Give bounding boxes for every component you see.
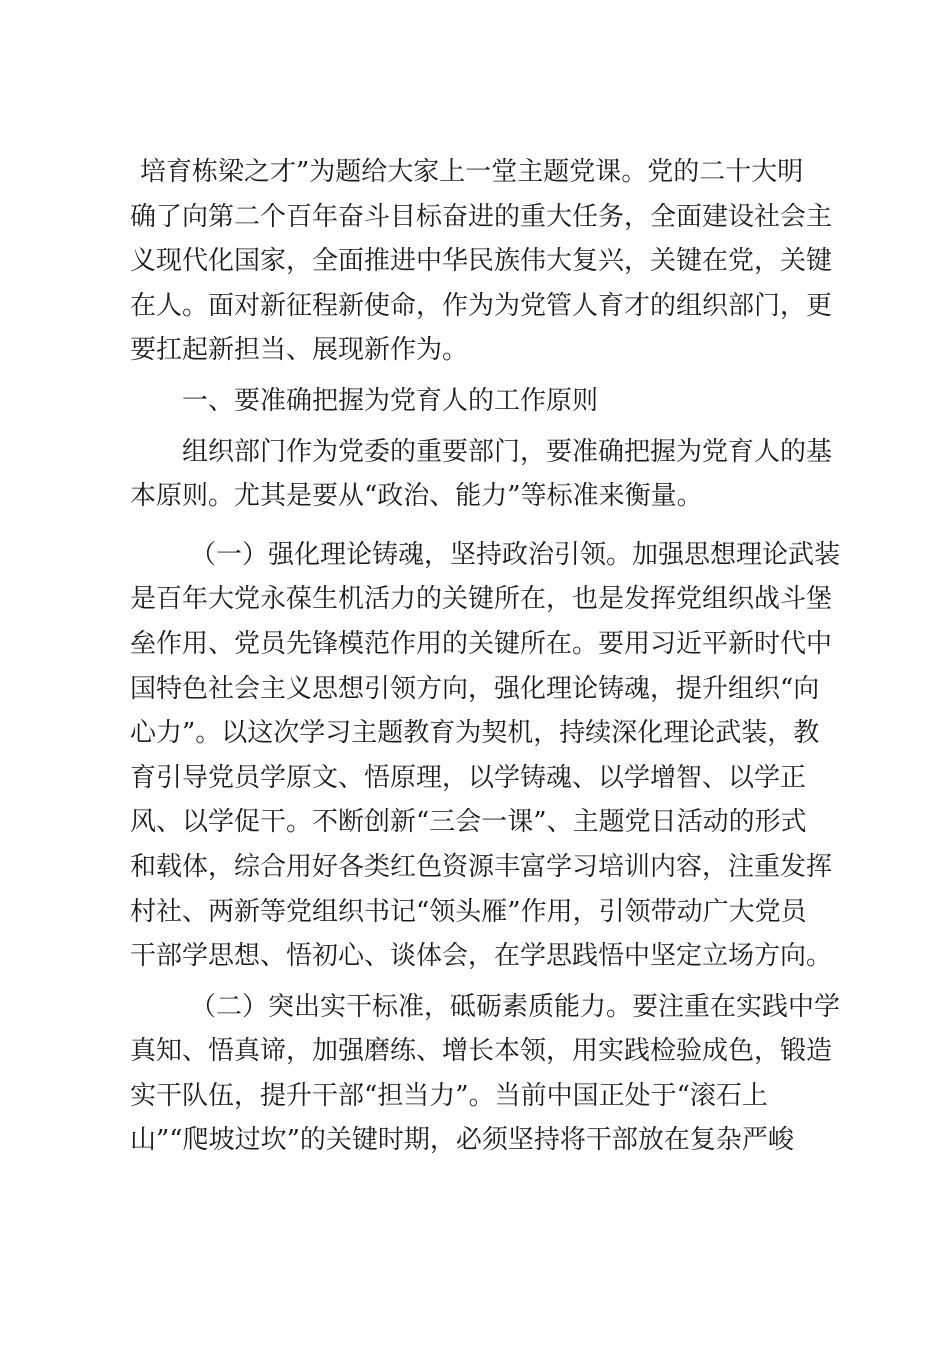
point1-line: 风、以学促干。不断创新“三会一课”、主题党日活动的形式 <box>130 807 807 838</box>
point2-line: 山”“爬坡过坎”的关键时期，必须坚持将干部放在复杂严峻 <box>130 1125 794 1156</box>
intro-line: 在人。面对新征程新使命，作为为党管人育才的组织部门，更 <box>130 290 833 321</box>
point2-line: 实干队伍，提升干部“担当力”。当前中国正处于“滚石上 <box>130 1080 768 1111</box>
intro-line: 确了向第二个百年奋斗目标奋进的重大任务，全面建设社会主 <box>130 201 833 232</box>
section-heading: 一、要准确把握为党育人的工作原则 <box>182 385 599 416</box>
point1-line: 是百年大党永葆生机活力的关键所在，也是发挥党组织战斗堡 <box>130 584 833 615</box>
point1-line: （一）强化理论铸魂，坚持政治引领。加强思想理论武装 <box>190 539 841 570</box>
point2-line: （二）突出实干标准，砥砺素质能力。要注重在实践中学 <box>190 991 841 1022</box>
intro-line: 要扛起新担当、展现新作为。 <box>130 335 469 366</box>
section-intro-line: 组织部门作为党委的重要部门，要准确把握为党育人的基 <box>182 436 833 467</box>
point1-line: 村社、两新等党组织书记“领头雁”作用，引领带动广大党员 <box>130 896 807 927</box>
point1-line: 和载体，综合用好各类红色资源丰富学习培训内容，注重发挥 <box>130 851 833 882</box>
section-intro-line: 本原则。尤其是要从“政治、能力”等标准来衡量。 <box>130 481 703 512</box>
point1-line: 国特色社会主义思想引领方向，强化理论铸魂，提升组织“向 <box>130 673 820 704</box>
point1-line: 干部学思想、悟初心、谈体会，在学思践悟中坚定立场方向。 <box>130 941 833 972</box>
intro-line: 培育栋梁之才”为题给大家上一堂主题党课。党的二十大明 <box>140 157 804 187</box>
point1-line: 心力”。以这次学习主题教育为契机，持续深化理论武装，教 <box>130 718 820 749</box>
point2-line: 真知、悟真谛，加强磨练、增长本领，用实践检验成色，锻造 <box>130 1036 833 1067</box>
document-body <box>130 150 841 1163</box>
point1-line: 垒作用、党员先锋模范作用的关键所在。要用习近平新时代中 <box>130 628 833 659</box>
point1-line: 育引导党员学原文、悟原理，以学铸魂、以学增智、以学正 <box>130 762 807 793</box>
intro-line: 义现代化国家，全面推进中华民族伟大复兴，关键在党，关键 <box>130 246 833 277</box>
